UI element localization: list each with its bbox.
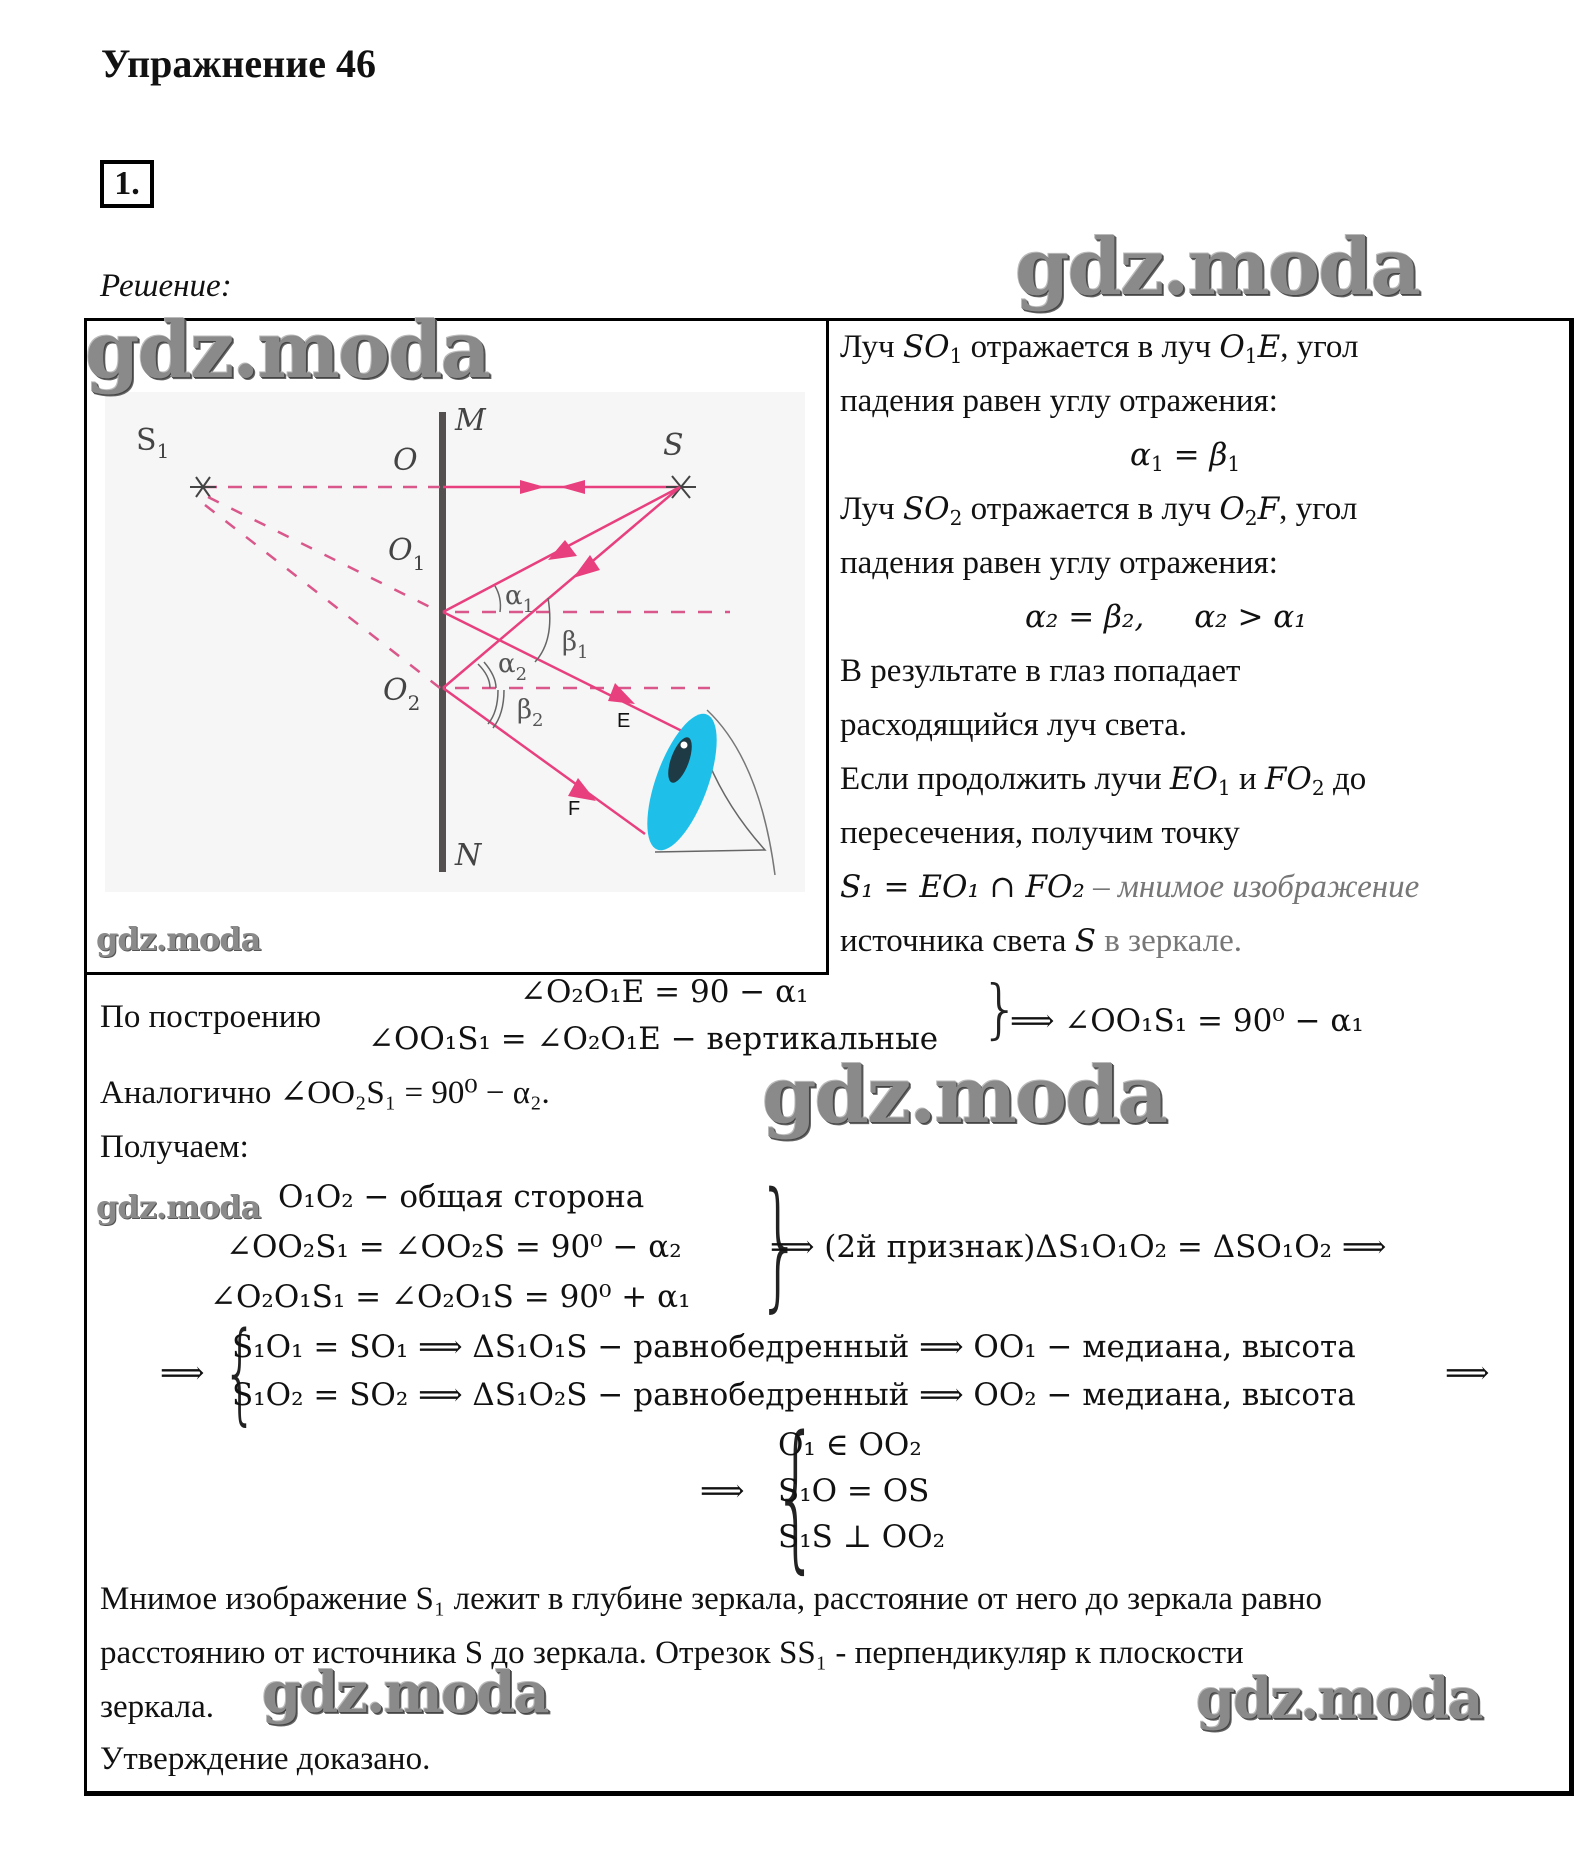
text: источника света	[840, 923, 1075, 959]
right-brace-icon: }	[980, 973, 1021, 1047]
math-part: O	[1219, 329, 1245, 365]
math-eo1	[1169, 761, 1231, 801]
text-line-9	[840, 860, 1419, 914]
label-alpha1: $\alpha_1$	[505, 581, 535, 617]
math-part: SO	[902, 329, 950, 365]
math-part: α₂ = β₂,	[1025, 599, 1145, 635]
label-s1: $S_1$	[136, 423, 170, 463]
proof-s3: ∠O₂O₁S₁ = ∠O₂O₁S = 90⁰ + α₁	[210, 1279, 691, 1315]
math-so2	[902, 491, 963, 531]
label-o: O	[393, 443, 418, 478]
text: отражается в луч	[962, 329, 1220, 365]
label-s: S	[663, 428, 684, 463]
watermark: gdz.moda	[96, 1188, 261, 1226]
proof-t2: S₁O₂ = SO₂ ⟹ ΔS₁O₂S − равнобедренный ⟹ OO₂ − медиана, высота	[232, 1377, 1356, 1413]
implies-arrow: ⟹	[700, 1473, 745, 1509]
math-so1	[902, 329, 963, 369]
text: – мнимое изображение	[1084, 869, 1420, 905]
proof-c1: ∠O₂O₁E = 90 − α₁	[520, 974, 809, 1010]
text: , угол	[1279, 491, 1358, 527]
sub: 1	[1217, 776, 1231, 801]
conclusion-line-3: зеркала.	[100, 1689, 215, 1725]
watermark: gdz.moda	[96, 920, 261, 958]
text: до	[1324, 761, 1367, 797]
math-part: FO	[1264, 761, 1312, 797]
sub: 2	[1311, 776, 1325, 801]
equation-alpha2-beta2	[1025, 590, 1307, 644]
left-brace-icon: {	[222, 1308, 258, 1436]
proof-u3: S₁S ⊥ OO₂	[778, 1519, 946, 1555]
label-beta2: $\beta_2$	[517, 695, 544, 731]
proof-s-result: ⟹ (2й признак)ΔS₁O₁O₂ = ΔSO₁O₂ ⟹	[770, 1229, 1387, 1265]
diagram-background	[105, 392, 805, 892]
exercise-title: Упражнение 46	[101, 41, 377, 86]
by-construction-label: По построению	[100, 999, 322, 1035]
conclusion-line-1: Мнимое изображение S₁ лежит в глубине зеркала, расстояние от него до зеркала равно	[100, 1581, 1323, 1617]
text-line-5: В результате в глаз попадает	[840, 653, 1241, 689]
sub: 1	[1150, 452, 1164, 477]
text: Луч	[840, 329, 903, 365]
watermark: gdz.moda	[262, 1660, 548, 1726]
sub: 2	[949, 506, 963, 531]
text-line-2: падения равен углу отражения:	[840, 383, 1278, 419]
label-f: F	[568, 798, 581, 820]
right-brace-icon: }	[757, 1163, 802, 1326]
text-line-10	[840, 914, 1242, 968]
math-o2f	[1219, 491, 1280, 531]
proof-s2: ∠OO₂S₁ = ∠OO₂S = 90⁰ − α₂	[226, 1229, 682, 1265]
final-statement: Утверждение доказано.	[100, 1741, 431, 1777]
proof-analog: Аналогично ∠OO₂S₁ = 90⁰ − α₂.	[100, 1075, 550, 1111]
mirror-reflection-diagram	[87, 321, 826, 972]
math-part: =	[1163, 437, 1210, 473]
proof-u2: S₁O = OS	[778, 1473, 930, 1509]
proof-u1: O₁ ∈ OO₂	[778, 1427, 922, 1463]
watermark: gdz.moda	[1015, 222, 1420, 313]
proof-t1: S₁O₁ = SO₁ ⟹ ΔS₁O₁S − равнобедренный ⟹ OO₁ − медиана, высота	[232, 1329, 1356, 1365]
watermark: gdz.moda	[1196, 1666, 1482, 1732]
proof-s1: O₁O₂ − общая сторона	[278, 1179, 645, 1215]
label-e: E	[617, 710, 631, 732]
math-part: E	[1257, 329, 1281, 365]
task-number-box: 1.	[100, 160, 154, 208]
text-line-6: расходящийся луч света.	[840, 707, 1188, 743]
text-line-8: пересечения, получим точку	[840, 815, 1240, 851]
math-part: α₂ > α₁	[1194, 599, 1307, 635]
text: , угол	[1280, 329, 1359, 365]
implies-arrow: ⟹	[160, 1355, 205, 1391]
solution-label: Решение:	[100, 268, 232, 304]
text: Луч	[840, 491, 903, 527]
math-s: S	[1074, 923, 1096, 959]
math-part: O	[1219, 491, 1245, 527]
math-o1e	[1219, 329, 1281, 369]
text: в зеркале.	[1095, 923, 1243, 959]
proof-c2: ∠OO₁S₁ = ∠O₂O₁E − вертикальные	[368, 1021, 939, 1057]
mirror-mn	[439, 412, 446, 872]
math-part: β	[1209, 437, 1228, 473]
math-part: F	[1257, 491, 1280, 527]
label-beta1: $\beta_1$	[562, 627, 589, 663]
implies-arrow: ⟹	[1445, 1355, 1490, 1391]
math-part: SO	[902, 491, 950, 527]
math-part: α	[1130, 437, 1151, 473]
text: и	[1230, 761, 1265, 797]
math-part: EO	[1169, 761, 1218, 797]
sub: 1	[1244, 344, 1258, 369]
label-o2: $O_2$	[383, 673, 421, 715]
label-n: N	[455, 838, 482, 873]
sub: 2	[1244, 506, 1258, 531]
watermark: gdz.moda	[762, 1050, 1167, 1141]
watermark: gdz.moda	[85, 305, 490, 396]
label-alpha2: $\alpha_2$	[498, 649, 528, 685]
label-o1: $O_1$	[388, 533, 426, 575]
sub: 1	[1227, 452, 1241, 477]
label-m: M	[455, 403, 486, 438]
text: Если продолжить лучи	[840, 761, 1170, 797]
left-brace-icon: {	[772, 1401, 819, 1588]
proof-get-label: Получаем:	[100, 1129, 249, 1165]
proof-c-result: ⟹ ∠OO₁S₁ = 90⁰ − α₁	[1010, 1003, 1364, 1039]
text: отражается в луч	[962, 491, 1220, 527]
text-line-4: падения равен углу отражения:	[840, 545, 1278, 581]
conclusion-line-2: расстоянию от источника S до зеркала. Отрезок SS₁ - перпендикуляр к плоскости	[100, 1635, 1244, 1671]
math-fo2	[1264, 761, 1325, 801]
math-s1-intersection: S₁ = EO₁ ∩ FO₂	[840, 869, 1085, 905]
sub: 1	[949, 344, 963, 369]
